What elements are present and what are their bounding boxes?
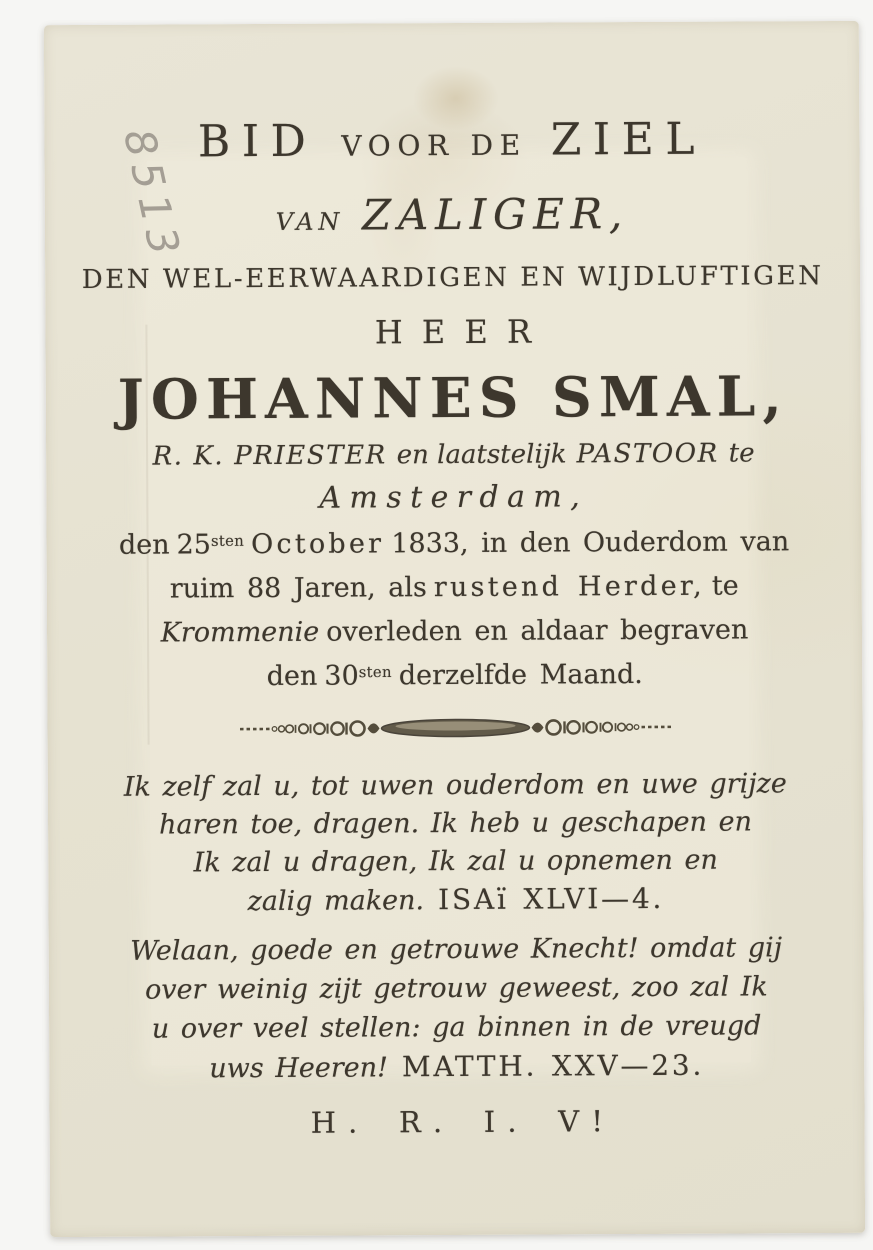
- scripture-quote-isaiah: [48, 765, 864, 922]
- matthew-line-3: u over veel stellen: ga binnen in de vreugd: [151, 1010, 762, 1045]
- obituary-line-1: [46, 526, 861, 561]
- isaiah-line-4: [48, 879, 863, 922]
- ob1-month: October: [250, 528, 385, 561]
- printed-text: [44, 21, 865, 1237]
- honorific-line: DEN WEL-EERWAARDIGEN EN WIJDLUFTIGEN: [81, 261, 824, 295]
- ob2-emph: rustend Herder,: [433, 570, 705, 604]
- ob3-post: overleden en aldaar begraven: [326, 614, 749, 648]
- ob1-post: 1833, in den Ouderdom van: [391, 526, 790, 560]
- ob3-place: Krommenie: [160, 616, 320, 649]
- matthew-line-1: Welaan, goede en getrouwe Knecht! omdat gij: [130, 932, 783, 967]
- city-line: Amsterdam,: [319, 479, 589, 516]
- title-word-ziel: ZIEL: [550, 113, 707, 166]
- subtitle-word-van: VAN: [275, 207, 345, 236]
- isaiah-line-3: Ik zal u dragen, Ik zal u opnemen en: [193, 844, 718, 879]
- scripture-quote-matthew: [49, 928, 865, 1089]
- ob1-ordinal: sten: [210, 531, 245, 550]
- matthew-line-4-text: uws Heeren!: [209, 1052, 389, 1085]
- pencil-inventory-number: 8513: [114, 124, 191, 266]
- ob1-date: [177, 529, 245, 560]
- isaiah-line-2: haren toe, dragen. Ik heb u geschapen en: [159, 806, 753, 841]
- role-priester: PRIESTER: [234, 440, 387, 472]
- isaiah-line-1: Ik zelf zal u, tot uwen ouderdom en uwe grijze: [123, 768, 787, 803]
- memorial-card: [44, 21, 865, 1237]
- role-rk: R. K.: [152, 441, 225, 472]
- ob4-day: 30: [324, 660, 359, 692]
- subtitle-word-zaliger: ZALIGER,: [361, 189, 630, 240]
- obituary-line-4: [47, 658, 862, 693]
- ob2-post: te: [711, 570, 739, 602]
- matthew-line-2: over weinig zijt getrouw geweest, zoo zal Ik: [144, 971, 768, 1006]
- scripture-ref-isaiah: ISAï XLVI—4.: [438, 881, 665, 917]
- title-word-bid: BID: [197, 115, 318, 168]
- matthew-line-4: [49, 1045, 864, 1089]
- ob1-pre: den: [118, 529, 170, 561]
- closing-initials: H. R. I. V!: [310, 1104, 616, 1140]
- ob2-pre: ruim 88 Jaren, als: [169, 572, 427, 605]
- title-line: [44, 113, 859, 168]
- ornament-divider-icon: [220, 712, 690, 744]
- title-word-voor-de: VOOR DE: [341, 128, 527, 163]
- isaiah-line-4-text: zalig maken.: [247, 885, 425, 918]
- role-te: te: [728, 438, 755, 469]
- ob4-pre: den: [266, 660, 318, 692]
- subtitle-line: [45, 188, 860, 241]
- ob4-ordinal: sten: [358, 662, 392, 682]
- ob4-post: derzelfde Maand.: [398, 659, 643, 692]
- deceased-name: JOHANNES SMAL,: [117, 363, 790, 432]
- role-mid: en laatstelijk: [396, 439, 567, 471]
- role-pastoor: PASTOOR: [576, 438, 719, 470]
- scripture-ref-matthew: MATTH. XXV—23.: [401, 1048, 705, 1084]
- obituary-line-2: [47, 570, 862, 605]
- obituary-line-3: [47, 614, 862, 649]
- heer-line: HEER: [374, 312, 551, 352]
- role-line: [46, 438, 861, 472]
- ob4-date: [324, 660, 392, 691]
- ob1-day: 25: [176, 529, 212, 561]
